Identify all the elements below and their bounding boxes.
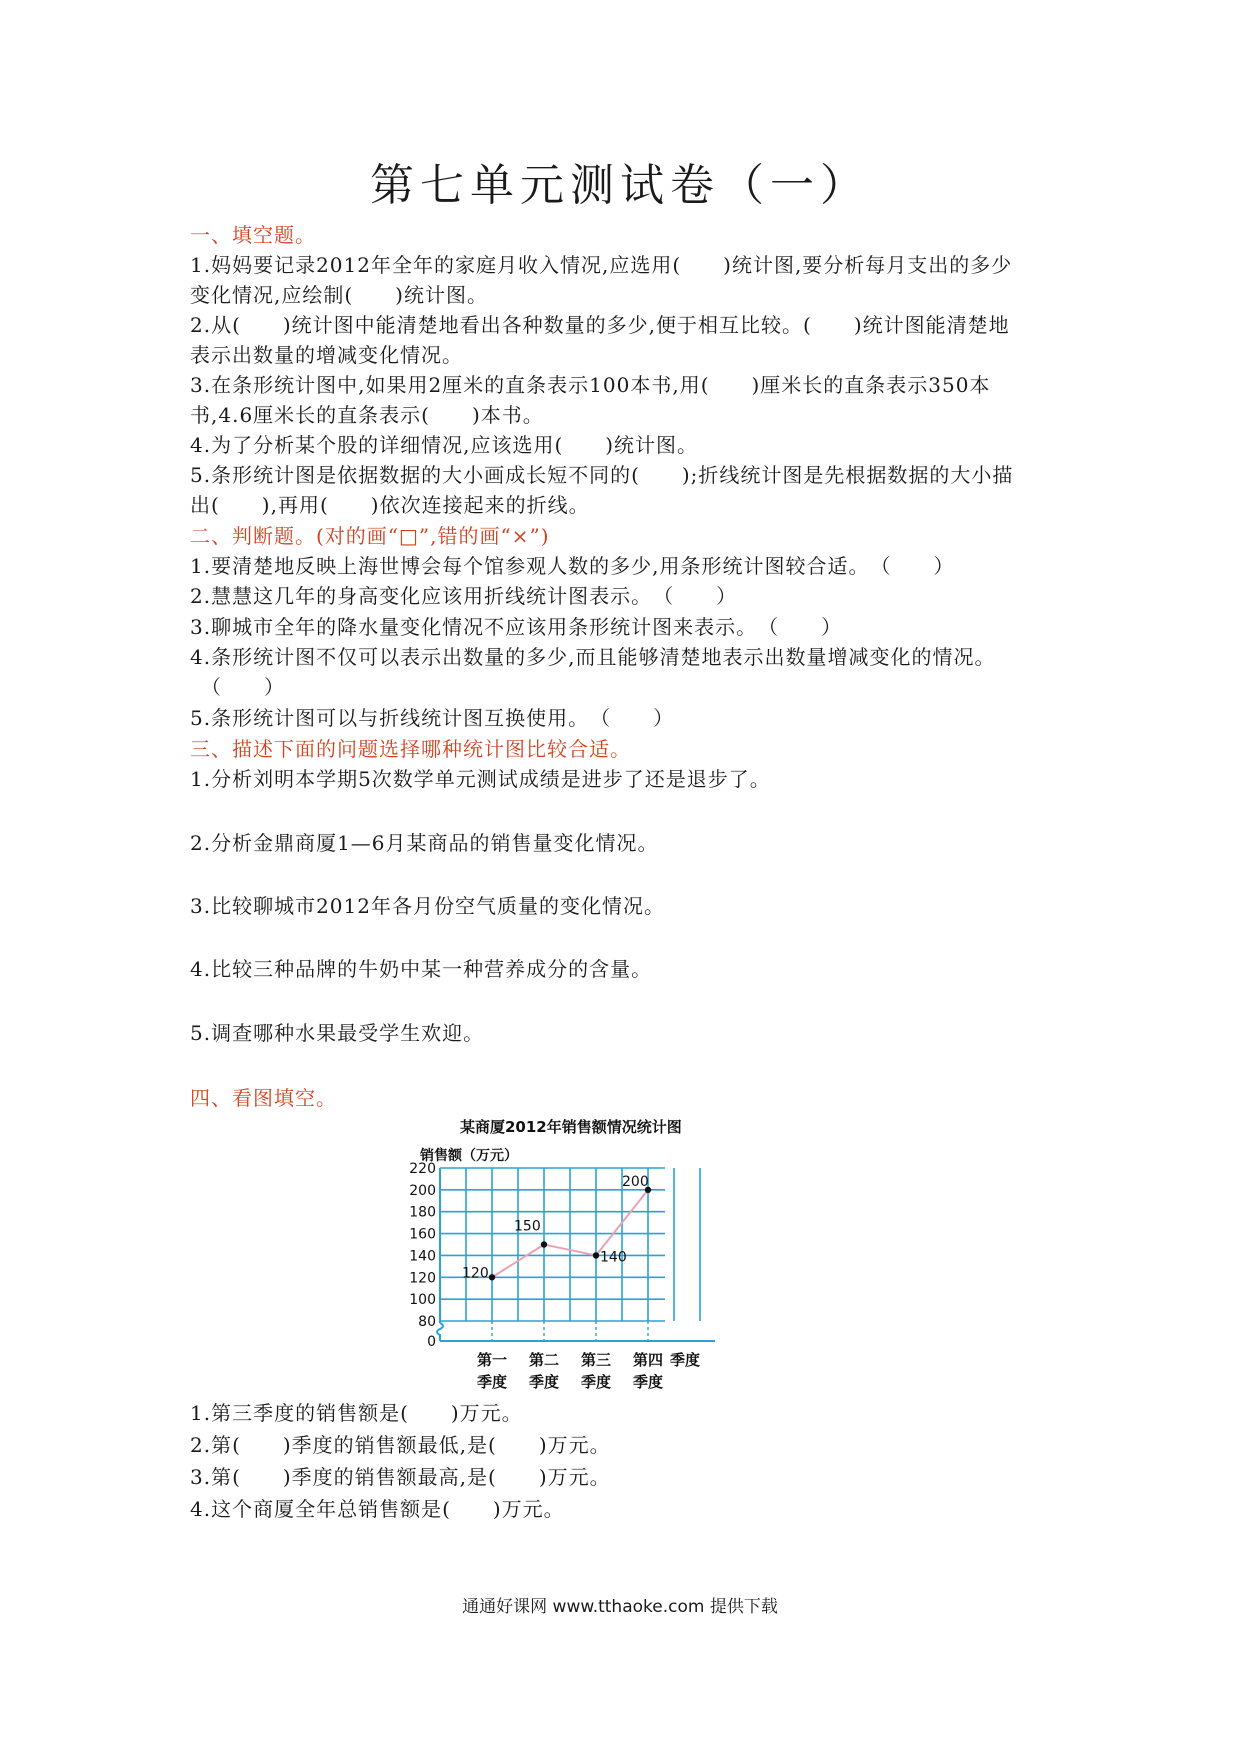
question-line: 5.条形统计图是依据数据的大小画成长短不同的( );折线统计图是先根据数据的大小描	[190, 463, 1014, 487]
data-label: 120	[462, 1265, 489, 1282]
y-axis-label: 销售额（万元）	[420, 1148, 518, 1164]
question-line: 4.比较三种品牌的牛奶中某一种营养成分的含量。	[190, 957, 653, 981]
x-axis-label: 季度	[669, 1351, 701, 1369]
data-point	[593, 1252, 599, 1258]
y-tick-label: 80	[418, 1314, 436, 1330]
y-tick-label: 100	[409, 1292, 436, 1309]
footer-credit: 通通好课网 www.tthaoke.com 提供下载	[462, 1597, 778, 1617]
section-heading-true-false: 二、判断题。(对的画“□”,错的画“×”)	[190, 524, 550, 548]
question-line: 1.分析刘明本学期5次数学单元测试成绩是进步了还是退步了。	[190, 767, 771, 791]
x-tick-label: 第一	[476, 1351, 508, 1369]
x-tick-label: 第二	[528, 1351, 560, 1369]
x-tick-label: 季度	[632, 1373, 664, 1391]
x-tick-label: 季度	[476, 1373, 508, 1391]
question-line: （ ）	[190, 675, 285, 699]
data-label: 150	[514, 1218, 541, 1235]
section-heading-fill-blank: 一、填空题。	[190, 223, 316, 247]
page-title: 第七单元测试卷（一）	[370, 160, 870, 211]
x-tick-label: 第三	[580, 1351, 612, 1369]
question-line: 5.调查哪种水果最受学生欢迎。	[190, 1021, 485, 1045]
question-line: 4.为了分析某个股的详细情况,应该选用( )统计图。	[190, 433, 699, 457]
chart-title: 某商厦2012年销售额情况统计图	[460, 1118, 682, 1136]
question-line: 1.妈妈要记录2012年全年的家庭月收入情况,应选用( )统计图,要分析每月支出的多少	[190, 253, 1013, 277]
question-line: 1.要清楚地反映上海世博会每个馆参观人数的多少,用条形统计图较合适。 （ ）	[190, 554, 955, 578]
question-line: 4.这个商厦全年总销售额是( )万元。	[190, 1497, 565, 1521]
question-line: 4.条形统计图不仅可以表示出数量的多少,而且能够清楚地表示出数量增减变化的情况。	[190, 645, 996, 669]
question-line: 2.第( )季度的销售额最低,是( )万元。	[190, 1433, 611, 1457]
question-line: 5.条形统计图可以与折线统计图互换使用。 （ ）	[190, 706, 675, 730]
x-tick-label: 季度	[580, 1373, 612, 1391]
data-label: 140	[600, 1249, 627, 1266]
y-tick-label: 120	[409, 1270, 436, 1287]
question-line: 3.第( )季度的销售额最高,是( )万元。	[190, 1465, 611, 1489]
question-line: 出( ),再用( )依次连接起来的折线。	[190, 493, 590, 517]
question-line: 3.在条形统计图中,如果用2厘米的直条表示100本书,用( )厘米长的直条表示350本	[190, 373, 991, 397]
data-label: 200	[622, 1173, 649, 1190]
y-tick-label: 140	[409, 1248, 436, 1265]
question-line: 3.比较聊城市2012年各月份空气质量的变化情况。	[190, 894, 665, 918]
section-heading-choose-chart: 三、描述下面的问题选择哪种统计图比较合适。	[190, 737, 631, 761]
question-line: 2.从( )统计图中能清楚地看出各种数量的多少,便于相互比较。( )统计图能清楚地	[190, 313, 1010, 337]
sales-line-chart	[409, 1118, 840, 1410]
data-point	[489, 1274, 495, 1280]
y-tick-label: 200	[409, 1182, 436, 1199]
question-line: 2.分析金鼎商厦1—6月某商品的销售量变化情况。	[190, 831, 659, 855]
question-line: 3.聊城市全年的降水量变化情况不应该用条形统计图来表示。 （ ）	[190, 615, 843, 639]
x-tick-label: 季度	[528, 1373, 560, 1391]
y-tick-label: 180	[409, 1204, 436, 1221]
question-line: 变化情况,应绘制( )统计图。	[190, 283, 488, 307]
question-line: 表示出数量的增减变化情况。	[190, 343, 463, 367]
axis-break-mark	[437, 1323, 443, 1341]
question-line: 2.慧慧这几年的身高变化应该用折线统计图表示。 （ ）	[190, 584, 738, 608]
section-heading-read-chart: 四、看图填空。	[190, 1086, 337, 1110]
y-tick-label: 160	[409, 1226, 436, 1243]
question-line: 1.第三季度的销售额是( )万元。	[190, 1401, 523, 1425]
y-tick-label: 0	[427, 1334, 436, 1350]
y-tick-label: 220	[409, 1161, 436, 1177]
x-tick-label: 第四	[632, 1351, 664, 1369]
data-point	[541, 1241, 547, 1247]
question-line: 书,4.6厘米长的直条表示( )本书。	[190, 403, 544, 427]
